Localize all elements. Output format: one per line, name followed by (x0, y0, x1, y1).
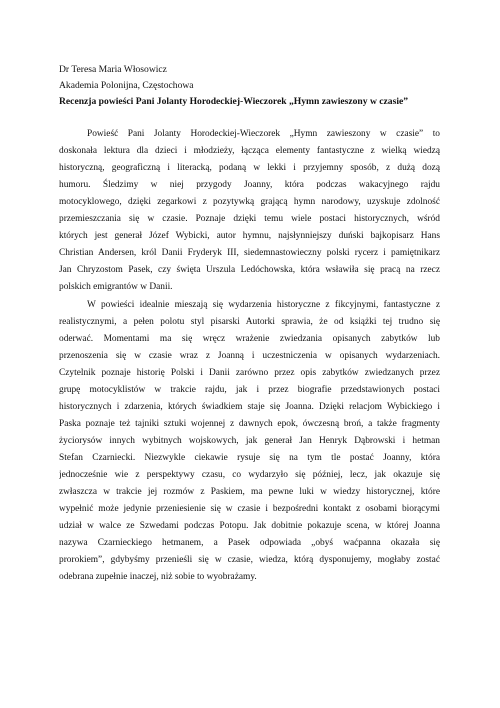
document-header (59, 62, 449, 110)
text-line: prorokiem”, gdybyśmy przenieśli się w czasie, wiedza, którą dysponujemy, mogłaby zostać (59, 555, 440, 565)
text-line: Powieść Pani Jolanty Horodeckiej-Wieczorek „Hymn zawieszony w czasie” to (87, 129, 440, 139)
text-line: grupę motocyklistów w trakcie rajdu, jak i przez biografie przedstawionych postaci (59, 385, 440, 395)
text-line: odebrana zupełnie inaczej, niż sobie to wyobrażamy. (59, 572, 257, 582)
paragraph-1 (59, 126, 440, 296)
text-line: Czytelnik poznaje historię Polski i Danii zarówno przez opis zabytków zwiedzanych przez (59, 368, 440, 378)
text-line: przemieszczania się w czasie. Poznaje dzięki temu wiele postaci historycznych, wśród (59, 214, 440, 224)
text-line: których jest generał Józef Wybicki, autor hymnu, najsłynniejszy duński bajkopisarz Hans (59, 231, 440, 241)
text-line: zwłaszcza w trakcie jej rozmów z Paskiem, ma pewne luki w wiedzy historycznej, które (59, 487, 440, 497)
text-line: W powieści idealnie mieszają się wydarzenia historyczne z fikcyjnymi, fantastyczne z (87, 300, 440, 310)
text-line: motocyklowego, dzięki zegarkowi z pozytywką grającą hymn narodowy, uzyskuje zdolność (59, 197, 440, 207)
text-line: historyczną, geograficzną i literacką, podaną w lekki i przyjemny sposób, z dużą dozą (59, 163, 440, 173)
text-line: historycznych i zdarzenia, których świadkiem staje się Joanna. Dzięki relacjom Wybickiego i (59, 402, 440, 412)
paragraph-2 (59, 297, 440, 586)
text-line: Jan Chryzostom Pasek, czy święta Urszula Ledóchowska, która wsławiła się pracą na rzecz (59, 265, 440, 275)
text-line: Paska poznaje też tajniki sztuki wojennej z dawnych epok, ówczesną broń, a także fragmenty (59, 419, 440, 429)
text-line: nazywa Czarnieckiego hetmanem, a Pasek odpowiada „obyś waćpanna okazała się (59, 538, 440, 548)
text-line: jednocześnie wie z perspektywy czasu, co wydarzyło się później, lecz, jak okazuje się (59, 470, 440, 480)
text-line: polskich emigrantów w Danii. (59, 282, 173, 292)
institution-name: Akademia Polonijna, Częstochowa (59, 80, 194, 91)
document-body (59, 126, 440, 587)
text-line: życiorysów innych wybitnych wojskowych, jak generał Jan Henryk Dąbrowski i hetman (59, 436, 440, 446)
text-line: doskonała lektura dla dzieci i młodzieży, łącząca elementy fantastyczne z wielką wiedzą (59, 146, 440, 156)
text-line: udział w walce ze Szwedami podczas Potopu. Jak dobitnie pokazuje scena, w której Joanna (59, 521, 440, 531)
text-line: realistycznymi, a pełen polotu styl pisarski Autorki sprawia, że od książki tej trudno się (59, 317, 440, 327)
text-line: humoru. Śledzimy w niej przygody Joanny, która podczas wakacyjnego rajdu (59, 180, 440, 190)
text-line: wypełnić może jedynie przeniesienie się w czasie i bezpośredni kontakt z osobami biorącymi (59, 504, 440, 514)
text-line: Stefan Czarniecki. Niezwykle ciekawie rysuje się na tym tle postać Joanny, która (59, 453, 440, 463)
text-line: oderwać. Momentami ma się wręcz wrażenie zwiedzania opisanych zabytków lub (59, 334, 440, 344)
author-name: Dr Teresa Maria Włosowicz (59, 64, 167, 75)
text-line: przenoszenia się w czasie wraz z Joanną i uczestniczenia w opisanych wydarzeniach. (59, 351, 440, 361)
review-title: Recenzja powieści Pani Jolanty Horodeckiej-Wieczorek „Hymn zawieszony w czasie” (59, 96, 409, 107)
text-line: Christian Andersen, król Danii Fryderyk III, siedemnastowieczny polski rycerz i pamiętnikarz (59, 248, 440, 258)
